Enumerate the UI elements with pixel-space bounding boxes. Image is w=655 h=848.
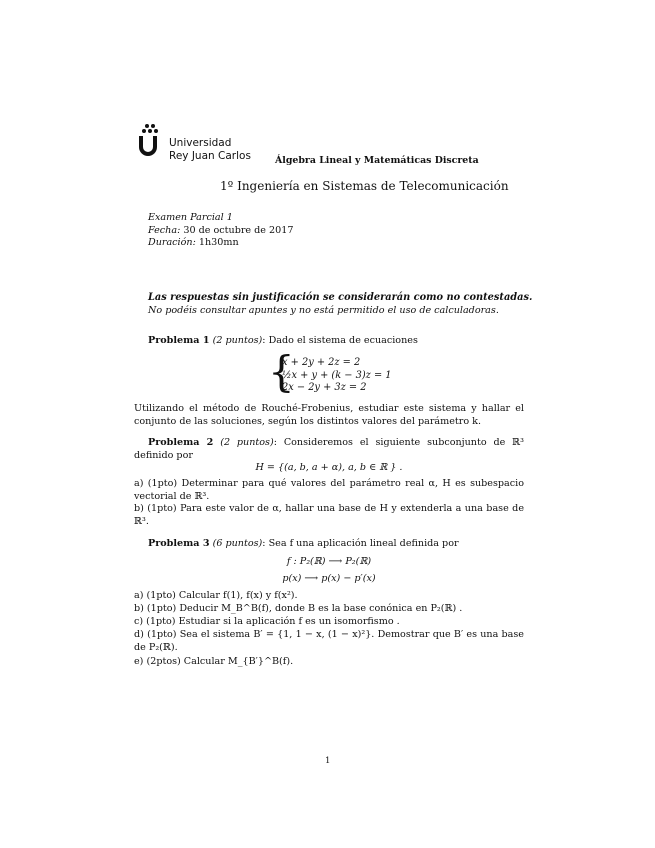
logo-line1: Universidad [169, 137, 232, 149]
equation-2: ½x + y + (k − 3)z = 1 [282, 369, 392, 381]
problem3-part-b: b) (1pto) Deducir M_B^B(f), donde B es la base conónica en P₂(ℝ) . [134, 603, 463, 614]
logo-line2: Rey Juan Carlos [169, 150, 251, 162]
exam-duration: Duración: 1h30mn [148, 237, 239, 248]
course-title: Álgebra Lineal y Matemáticas Discreta [275, 155, 479, 166]
problem3-part-e: e) (2ptos) Calcular M_{B′}^B(f). [134, 656, 294, 667]
page-number: 1 [325, 756, 331, 766]
problem3-map2: p(x) ⟶ p(x) − p′(x) [282, 573, 376, 584]
exam-date: Fecha: 30 de octubre de 2017 [148, 224, 294, 236]
equation-3: 2x − 2y + 3z = 2 [282, 382, 367, 393]
problem3-heading: Problema 3 (6 puntos): Sea f una aplicación lineal definida por [148, 538, 459, 549]
problem3-part-d: d) (1pto) Sea el sistema B′ = {1, 1 − x, (1 − x)²}. Demostrar que B′ es una base de P₂(ℝ). [134, 629, 524, 653]
logo-dots-icon [140, 124, 162, 134]
problem3-part-a: a) (1pto) Calcular f(1), f(x) y f(x²). [134, 590, 298, 601]
problem2-set: H = {(a, b, a + α), a, b ∈ ℝ } . [255, 462, 403, 473]
exam-title: Examen Parcial 1 [148, 212, 233, 223]
problem2-part-b: b) (1pto) Para este valor de α, hallar una base de H y extenderla a una base de ℝ³. [134, 503, 524, 527]
problem3-map1: f : P₂(ℝ) ⟶ P₂(ℝ) [286, 556, 372, 567]
logo-text [169, 137, 251, 163]
problem1-text: Utilizando el método de Rouché-Frobenius, estudiar este sistema y hallar el conjunto de las soluciones, según los distintos valores del parámetro k. [134, 403, 524, 427]
problem2-part-a: a) (1pto) Determinar para qué valores del parámetro real α, H es subespacio vectorial de ℝ³. [134, 478, 524, 502]
equation-1: x + 2y + 2z = 2 [282, 357, 361, 368]
problem1-heading: Problema 1 (2 puntos): Dado el sistema de ecuaciones [148, 335, 418, 346]
brace-symbol: { [268, 347, 295, 396]
warning-notice [148, 292, 532, 317]
problem2-heading: Problema 2 (2 puntos): Consideremos el siguiente subconjunto de ℝ³ definido por [134, 437, 524, 461]
degree-title: 1º Ingeniería en Sistemas de Telecomunicación [220, 179, 509, 193]
exam-info [148, 212, 293, 250]
warning-line1: Las respuestas sin justificación se considerarán como no contestadas. [148, 292, 533, 303]
warning-line2: No podéis consultar apuntes y no está permitido el uso de calculadoras. [148, 304, 499, 316]
logo-u-icon [139, 136, 157, 156]
problem3-part-c: c) (1pto) Estudiar si la aplicación f es un isomorfismo . [134, 616, 400, 627]
university-logo [136, 124, 261, 168]
